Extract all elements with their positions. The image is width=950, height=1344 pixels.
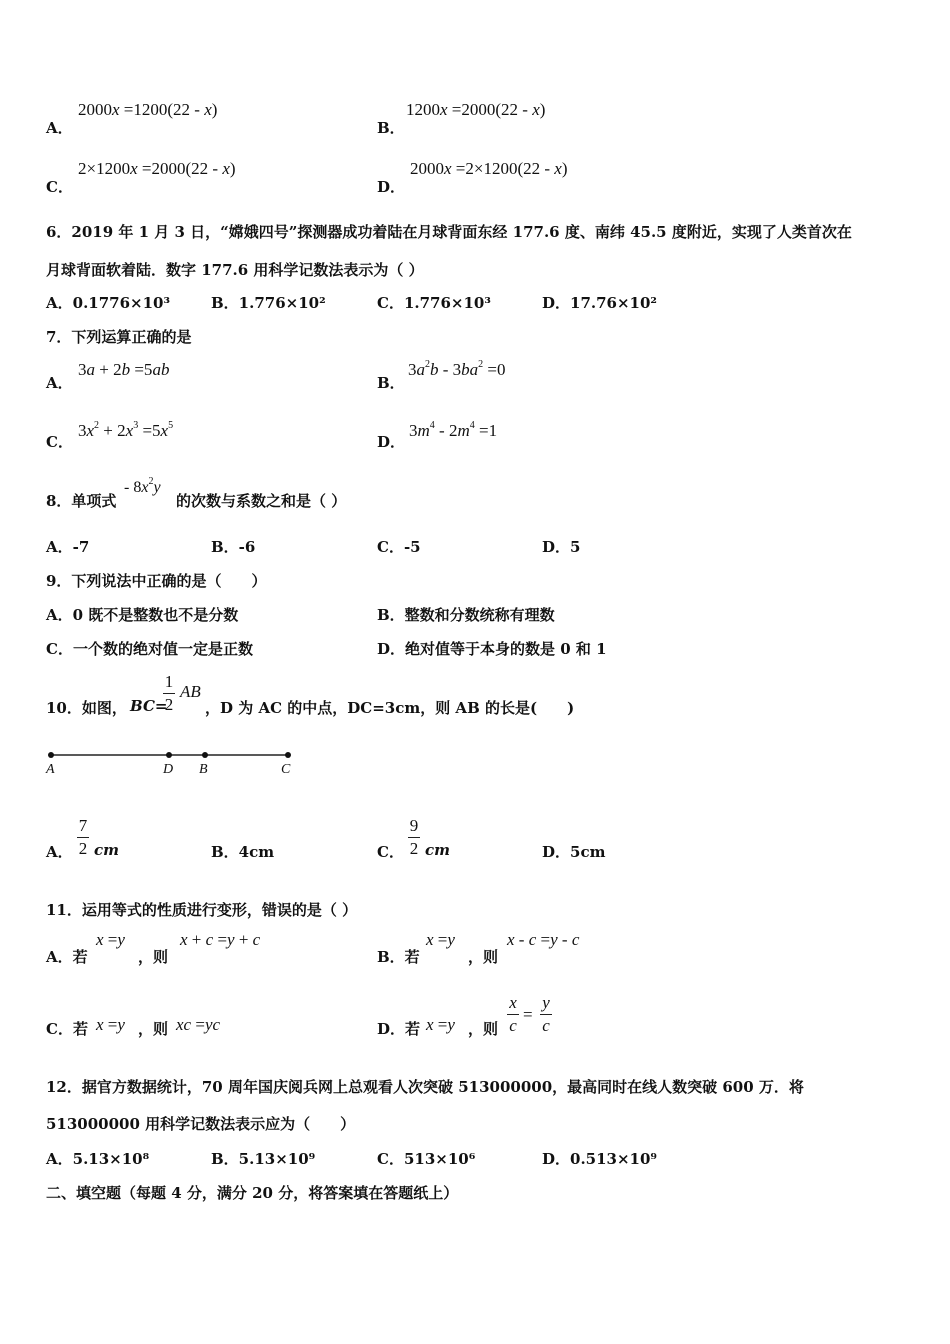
q9-option-c: C．一个数的绝对值一定是正数 (46, 640, 253, 658)
q10-stem-rest: ，D 为 AC 的中点，DC=3cm，则 AB 的长是( ) (205, 699, 575, 717)
q5-option-d-label: D． (377, 178, 406, 196)
section-2-heading: 二、填空题（每题 4 分，满分 20 分，将答案填在答题纸上） (46, 1184, 459, 1202)
q10-option-c-unit: cm (425, 841, 451, 859)
q10-half-numerator: 1 (164, 672, 174, 691)
q8-option-d: D．5 (542, 538, 581, 556)
point-b (202, 752, 208, 758)
q10-option-b: B．4cm (211, 843, 275, 861)
point-c-label: C (281, 762, 291, 777)
fraction-denominator: c (542, 1016, 550, 1035)
q10-option-a-label: A． (46, 843, 73, 861)
q11-option-a-result: x + c =y + c (180, 930, 261, 949)
q6-stem-line1: 6．2019 年 1 月 3 日，“嫦娥四号”探测器成功着陆在月球背面东经 177.6 度、南纬 45.5 度附近，实现了人类首次在 (46, 223, 852, 241)
fraction-numerator: 7 (78, 816, 88, 835)
q9-stem: 9．下列说法中正确的是（ ） (46, 572, 267, 590)
fraction-numerator: x (509, 993, 517, 1012)
q10-half-denominator: 2 (164, 695, 174, 714)
q8-expression: - $8x^2y$ (124, 476, 161, 496)
fraction-denominator: c (509, 1016, 517, 1035)
q5-option-c-label: C． (46, 178, 73, 196)
q7-option-b-expr: $3a^2b - 3ba^2 =0$ (408, 359, 506, 379)
q7-option-c-label: C． (46, 433, 73, 451)
point-b-label: B (199, 762, 208, 777)
q6-option-b: B．1.776×10² (211, 294, 326, 312)
q12-stem-line2: 513000000 用科学记数法表示应为（ ） (46, 1115, 356, 1133)
q11-option-d-label: D．若 (377, 1020, 421, 1038)
q10-option-a-unit: cm (94, 841, 120, 859)
q11-option-c-label: C．若 (46, 1020, 88, 1038)
q11-option-b-given: x =y (426, 930, 455, 949)
q8-option-a: A．-7 (46, 538, 90, 556)
point-a-label: A (46, 762, 55, 777)
q12-option-b: B．5.13×10⁹ (211, 1150, 316, 1168)
point-a (48, 752, 54, 758)
q9-option-b: B．整数和分数统称有理数 (377, 606, 555, 624)
q8-stem-prefix: 8．单项式 (46, 492, 117, 510)
q7-option-a-expr: 3a + 2b =5ab (78, 360, 170, 379)
q11-option-b-result: x - c =y - c (507, 930, 580, 949)
q9-option-a: A．0 既不是整数也不是分数 (46, 606, 239, 624)
q11-option-d-equals: = (523, 1005, 533, 1024)
q5-option-b-label: B． (377, 119, 405, 137)
q6-stem-line2: 月球背面软着陆．数字 177.6 用科学记数法表示为（ ） (46, 261, 424, 279)
q11-option-b-then: ，则 (468, 948, 499, 966)
q11-option-d-lhs-fraction (507, 993, 519, 1036)
q10-option-a-fraction (77, 816, 89, 859)
fraction-denominator: 2 (78, 839, 88, 858)
q10-ab-expr: AB (180, 682, 201, 701)
fraction-numerator: y (542, 993, 550, 1012)
point-d-label: D (163, 762, 174, 777)
q5-option-a-label: A． (46, 119, 73, 137)
q6-option-c: C．1.776×10³ (377, 294, 491, 312)
q11-option-c-given: x =y (96, 1015, 125, 1034)
q7-option-d-expr: $3m^4 - 2m^4 =1$ (409, 420, 498, 440)
q11-option-a-label: A．若 (46, 948, 88, 966)
q12-option-c: C．513×10⁶ (377, 1150, 476, 1168)
q7-option-a-label: A． (46, 374, 73, 392)
q10-bc-label: BC= (130, 697, 168, 715)
q11-stem: 11．运用等式的性质进行变形，错误的是（ ） (46, 901, 358, 919)
q11-option-d-rhs-fraction (540, 993, 552, 1036)
q11-option-b-label: B．若 (377, 948, 420, 966)
q9-option-d: D．绝对值等于本身的数是 0 和 1 (377, 640, 607, 658)
fraction-bar (507, 1014, 519, 1015)
q8-option-c: C．-5 (377, 538, 421, 556)
q10-stem-prefix: 10．如图， (46, 699, 127, 717)
q7-stem: 7．下列运算正确的是 (46, 328, 192, 346)
fraction-bar (77, 837, 89, 838)
point-c (285, 752, 291, 758)
q10-option-c-label: C． (377, 843, 404, 861)
q11-option-a-given: x =y (96, 930, 125, 949)
q7-option-c-expr: $3x^2 + 2x^3 =5x^5$ (78, 420, 174, 440)
q12-stem-line1: 12．据官方数据统计，70 周年国庆阅兵网上总观看人次突破 513000000，最高同时在线人数突破 600 万．将 (46, 1078, 804, 1096)
q10-option-d: D．5cm (542, 843, 606, 861)
q5-option-c-expr: 2×1200x =2000(22 - x) (78, 159, 236, 178)
fraction-bar (408, 837, 420, 838)
q5-option-b-expr: 1200x =2000(22 - x) (406, 100, 546, 119)
q5-option-d-expr: 2000x =2×1200(22 - x) (410, 159, 568, 178)
q12-option-a: A．5.13×10⁸ (46, 1150, 150, 1168)
q11-option-d-given: x =y (426, 1015, 455, 1034)
q11-option-d-then: ，则 (468, 1020, 499, 1038)
q10-option-c-fraction (408, 816, 420, 859)
q8-stem-suffix: 的次数与系数之和是（ ） (176, 492, 347, 510)
q8-option-b: B．-6 (211, 538, 256, 556)
q11-option-a-then: ，则 (138, 948, 169, 966)
q5-option-a-expr: 2000x =1200(22 - x) (78, 100, 218, 119)
q12-option-d: D．0.513×10⁹ (542, 1150, 657, 1168)
q11-option-c-result: xc =yc (176, 1015, 221, 1034)
fraction-denominator: 2 (409, 839, 419, 858)
q11-option-c-then: ，则 (138, 1020, 169, 1038)
q10-half-fraction (163, 672, 175, 715)
q7-option-d-label: D． (377, 433, 406, 451)
q6-option-a: A．0.1776×10³ (46, 294, 171, 312)
fraction-numerator: 9 (409, 816, 419, 835)
q6-option-d: D．17.76×10² (542, 294, 657, 312)
fraction-bar (540, 1014, 552, 1015)
q7-option-b-label: B． (377, 374, 405, 392)
fraction-bar (163, 693, 175, 694)
point-d (166, 752, 172, 758)
